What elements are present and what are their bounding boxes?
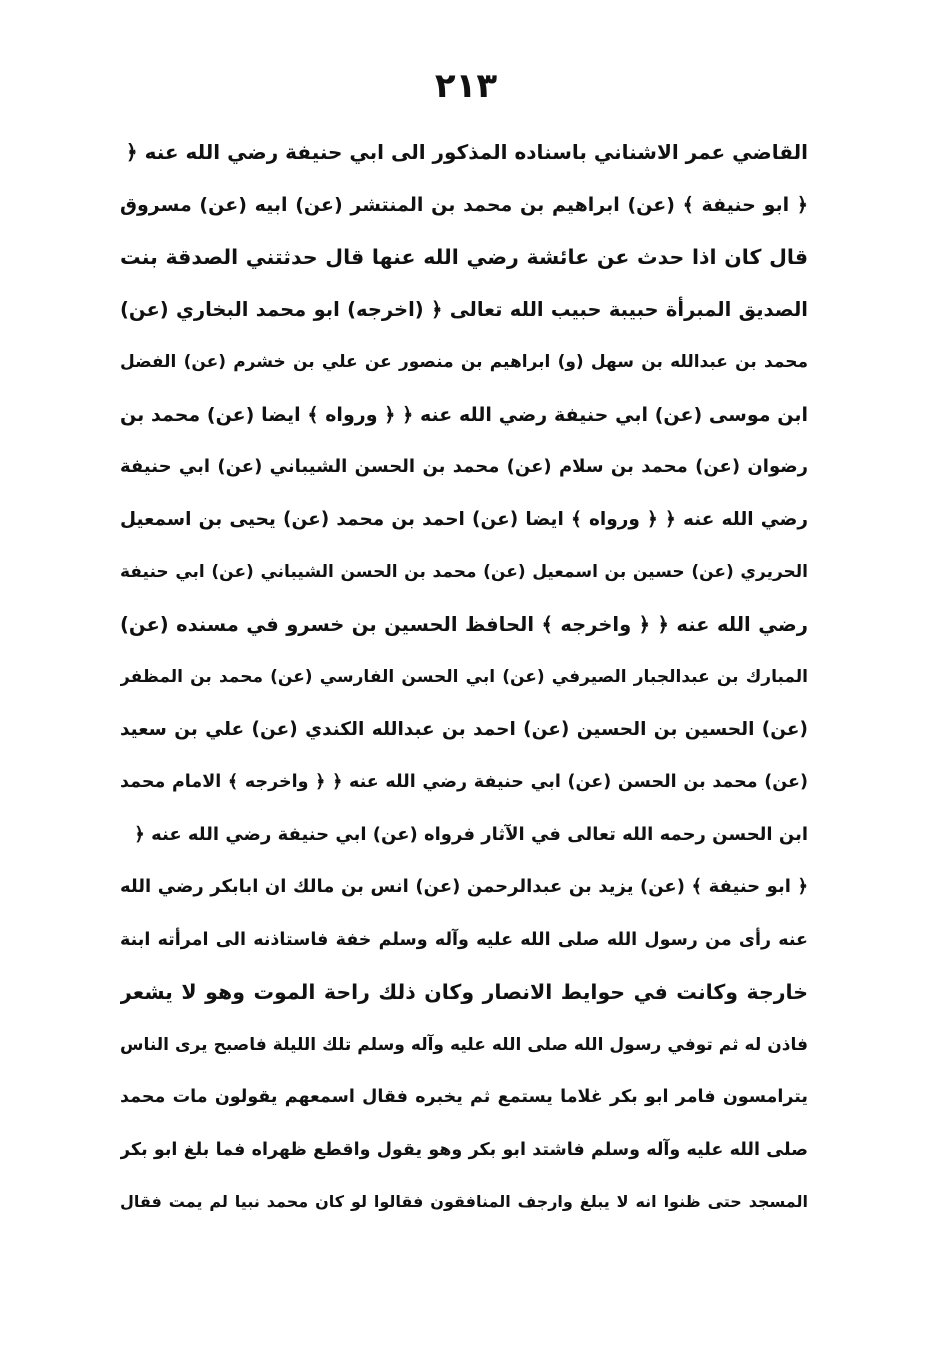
- text-line: ابن موسى (عن) ابي حنيفة رضي الله عنه ﴿ ﴿ ورواه ﴾ ايضا (عن) محمد بن: [120, 403, 808, 426]
- text-line: (عن) محمد بن الحسن (عن) ابي حنيفة رضي الله عنه ﴿ ﴿ واخرجه ﴾ الامام محمد: [120, 772, 808, 792]
- text-line: المسجد حتى ظنوا انه لا يبلغ وارجف المنافقون فقالوا لو كان محمد نبيا لم يمت فقال: [120, 1192, 808, 1211]
- text-line: رضي الله عنه ﴿ ﴿ واخرجه ﴾ الحافظ الحسين بن خسرو في مسنده (عن): [120, 612, 808, 636]
- text-line: صلى الله عليه وآله وسلم فاشتد ابو بكر وهو يقول واقطع ظهراه فما بلغ ابو بكر: [120, 1139, 808, 1160]
- text-line: عنه رأى من رسول الله صلى الله عليه وآله وسلم خفة فاستاذنه الى امرأته ابنة: [120, 929, 808, 950]
- text-line: قال كان اذا حدث عن عائشة رضي الله عنها قال حدثتني الصدقة بنت: [120, 245, 808, 269]
- text-line: (عن) الحسين بن الحسين (عن) احمد بن عبدالله الكندي (عن) علي بن سعيد: [120, 718, 808, 740]
- page-text: [120, 126, 808, 1229]
- text-line: الصديق المبرأة حبيبة حبيب الله تعالى ﴿ (اخرجه) ابو محمد البخاري (عن): [120, 297, 808, 321]
- text-line: الحريري (عن) حسين بن اسمعيل (عن) محمد بن الحسن الشيباني (عن) ابي حنيفة: [120, 562, 808, 582]
- text-line: رضوان (عن) محمد بن سلام (عن) محمد بن الحسن الشيباني (عن) ابي حنيفة: [120, 456, 808, 477]
- text-line: ﴿ ابو حنيفة ﴾ (عن) يزيد بن عبدالرحمن (عن) انس بن مالك ان ابابكر رضي الله: [120, 876, 808, 897]
- text-line: ﴿ ابو حنيفة ﴾ (عن) ابراهيم بن محمد بن المنتشر (عن) ابيه (عن) مسروق: [120, 193, 808, 216]
- text-line: المبارك بن عبدالجبار الصيرفي (عن) ابي الحسن الفارسي (عن) محمد بن المظفر: [120, 667, 808, 687]
- text-line: رضي الله عنه ﴿ ﴿ ورواه ﴾ ايضا (عن) احمد بن محمد (عن) يحيى بن اسمعيل: [120, 508, 808, 530]
- page-number: ٢١٣: [434, 66, 498, 106]
- text-line: يترامسون فامر ابو بكر غلاما يستمع ثم يخبره فقال اسمعهم يقولون مات محمد: [120, 1087, 808, 1107]
- text-line: فاذن له ثم توفي رسول الله صلى الله عليه وآله وسلم تلك الليلة فاصبح يرى الناس: [120, 1034, 808, 1055]
- text-line: ابن الحسن رحمه الله تعالى في الآثار فرواه (عن) ابي حنيفة رضي الله عنه ﴿: [134, 823, 808, 845]
- text-line: خارجة وكانت في حوايط الانصار وكان ذلك راحة الموت وهو لا يشعر: [120, 980, 808, 1004]
- text-line: القاضي عمر الاشناني باسناده المذكور الى ابي حنيفة رضي الله عنه ﴿: [125, 140, 808, 164]
- text-line: محمد بن عبدالله بن سهل (و) ابراهيم بن منصور عن علي بن خشرم (عن) الفضل: [120, 352, 808, 372]
